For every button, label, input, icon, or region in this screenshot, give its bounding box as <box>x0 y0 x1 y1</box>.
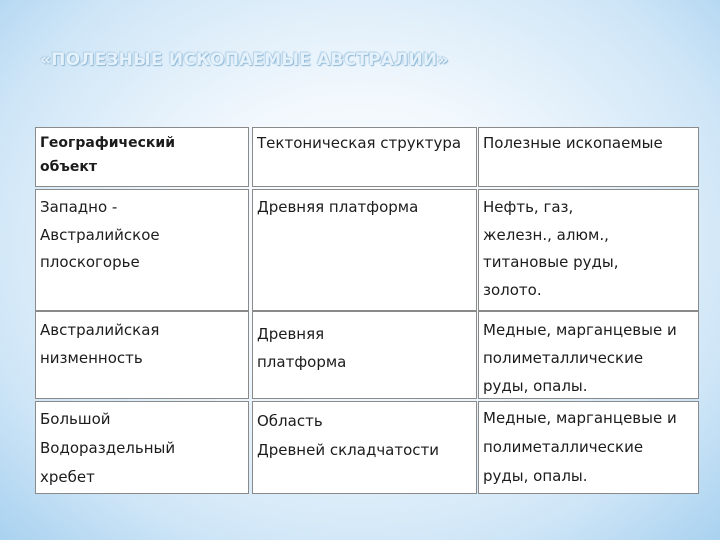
row1-object-cell: Западно - Австралийское плоскогорье <box>35 189 249 311</box>
row2-object-cell: Австралийская низменность <box>35 311 249 399</box>
row3-minerals-cell: Медные, марганцевые и полиметаллические руды, опалы. <box>478 401 699 494</box>
row3-structure-cell: Область Древней складчатости <box>252 401 477 494</box>
row3-object-cell: Большой Водораздельный хребет <box>35 401 249 494</box>
row1-minerals-cell: Нефть, газ, железн., алюм., титановые руды, золото. <box>478 189 699 311</box>
slide-title: «ПОЛЕЗНЫЕ ИСКОПАЕМЫЕ АВСТРАЛИИ» <box>40 50 449 70</box>
row1-structure-cell: Древняя платформа <box>252 189 477 311</box>
header-cell-minerals: Полезные ископаемые <box>478 127 699 187</box>
header-cell-structure: Тектоническая структура <box>252 127 477 187</box>
header-cell-object: Географический объект <box>35 127 249 187</box>
row2-minerals-cell: Медные, марганцевые и полиметаллические руды, опалы. <box>478 311 699 399</box>
row2-structure-cell: Древняя платформа <box>252 311 477 399</box>
